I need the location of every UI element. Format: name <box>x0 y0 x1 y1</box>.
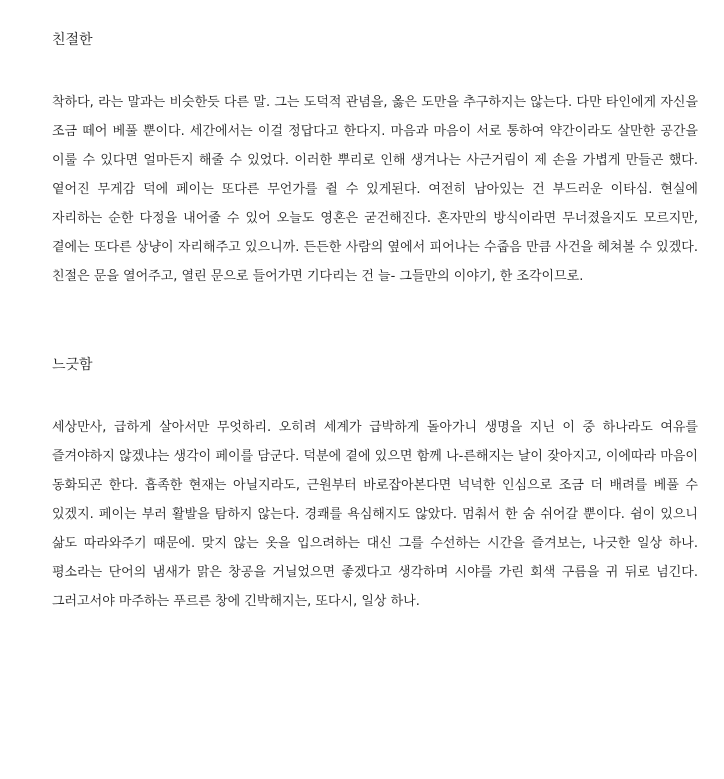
section-title-kindness: 친절한 <box>52 32 93 48</box>
section-title-leisure: 느긋함 <box>52 357 93 373</box>
section-body-kindness: 착하다, 라는 말과는 비슷한듯 다른 말. 그는 도덕적 관념을, 옳은 도만을 추구하지는 않는다. 다만 타인에게 자신을 조금 떼어 베풀 뿐이다. 세간에서는 이걸 정답다고 한다지. 마음과 마음이 서로 통하여 약간이라도 살만한 공간을 이룰 수 있다면 얼마든지 해줄 수 있었다. 이러한 뿌리로 인해 생겨나는 사근거림이 제 손을 가볍게 만들곤 했다. 옅어진 무게감 덕에 페이는 또다른 무언가를 쥘 수 있게된다. 여전히 남아있는 건 부드러운 이타심. 현실에 자리하는 순한 다정을 내어줄 수 있어 오늘도 영혼은 굳건해진다. 혼자만의 방식이라면 무너졌을지도 모르지만, 곁에는 또다른 상냥이 자리해주고 있으니까. 든든한 사람의 옆에서 피어나는 수줍음 만큼 사건을 헤쳐볼 수 있겠다. 친절은 문을 열어주고, 열린 문으로 들어가면 기다리는 건 늘- 그들만의 이야기, 한 조각이므로. <box>52 95 698 284</box>
section-body-leisure: 세상만사, 급하게 살아서만 무엇하리. 오히려 세계가 급박하게 돌아가니 생명을 지닌 이 중 하나라도 여유를 즐겨야하지 않겠냐는 생각이 페이를 담군다. 덕분에 곁에 있으면 함께 나-른해지는 날이 잦아지고, 이에따라 마음이 동화되곤 한다. 흡족한 현재는 아닐지라도, 근원부터 바로잡아본다면 넉넉한 인심으로 조금 더 배려를 베풀 수 있겠지. 페이는 부러 활발을 탐하지 않는다. 경쾌를 욕심해지도 않았다. 멈춰서 한 숨 쉬어갈 뿐이다. 쉼이 있으니 삶도 따라와주기 때문에. 맞지 않는 옷을 입으려하는 대신 그를 수선하는 시간을 즐겨보는, 나긋한 일상 하나. 평소라는 단어의 냄새가 맑은 창공을 거닐었으면 좋겠다고 생각하며 시야를 가린 회색 구름을 귀 뒤로 넘긴다. 그러고서야 마주하는 푸르른 창에 긴박해지는, 또다시, 일상 하나. <box>52 420 698 609</box>
